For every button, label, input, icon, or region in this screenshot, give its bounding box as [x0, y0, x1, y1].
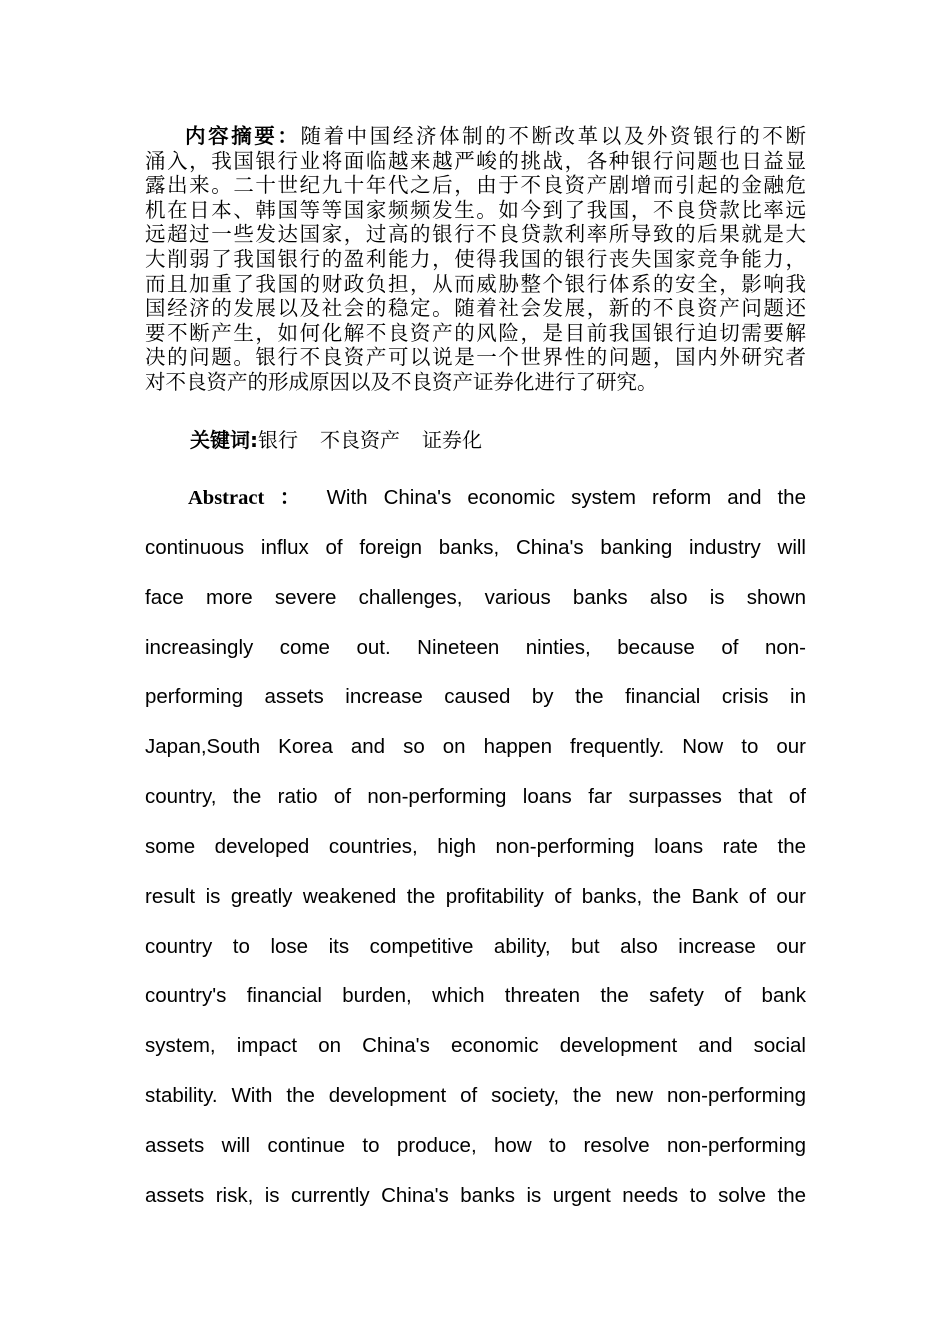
abstract-cn-line	[145, 124, 806, 149]
abstract-cn-line: 要不断产生，如何化解不良资产的风险，是目前我国银行迫切需要解	[145, 320, 806, 345]
abstract-en-line: some developed countries, high non-performing loans rate the	[145, 834, 806, 858]
keyword: 银行	[258, 428, 298, 452]
abstract-en-line: Japan,South Korea and so on happen frequently. Now to our	[145, 735, 806, 759]
abstract-cn-line: 对不良资产的形成原因以及不良资产证券化进行了研究。	[145, 369, 658, 394]
keywords	[190, 424, 482, 453]
abstract-cn-line: 涌入，我国银行业将面临越来越严峻的挑战，各种银行问题也日益显	[145, 148, 806, 173]
abstract-en-line: result is greatly weakened the profitability of banks, the Bank of our	[145, 884, 806, 908]
abstract-en-line: increasingly come out. Nineteen ninties, because of non-	[145, 635, 806, 659]
abstract-english	[145, 484, 806, 1232]
keyword: 证券化	[422, 428, 482, 452]
abstract-en-label: Abstract ：	[188, 487, 311, 509]
abstract-cn-line: 机在日本、韩国等等国家频频发生。如今到了我国，不良贷款比率远	[145, 197, 806, 222]
abstract-cn-line: 国经济的发展以及社会的稳定。随着社会发展，新的不良资产问题还	[145, 296, 806, 321]
abstract-en-line: system, impact on China's economic development and social	[145, 1034, 806, 1058]
abstract-chinese	[145, 124, 806, 395]
abstract-cn-line: 大削弱了我国银行的盈利能力，使得我国的银行丧失国家竞争能力，	[145, 246, 806, 271]
abstract-en-line: country, the ratio of non-performing loans far surpasses that of	[145, 785, 806, 809]
abstract-en-line: country to lose its competitive ability, but also increase our	[145, 934, 806, 958]
abstract-cn-label: 内容摘要：	[185, 124, 301, 148]
abstract-en-line: stability. With the development of society, the new non-performing	[145, 1084, 806, 1108]
keyword: 不良资产	[320, 428, 400, 452]
abstract-cn-line: 而且加重了我国的财政负担，从而威胁整个银行体系的安全，影响我	[145, 271, 806, 296]
abstract-en-line	[145, 484, 806, 534]
abstract-en-line: assets will continue to produce, how to resolve non-performing	[145, 1133, 806, 1157]
abstract-en-line: assets risk, is currently China's banks is urgent needs to solve the	[145, 1183, 806, 1207]
abstract-cn-text: 随着中国经济体制的不断改革以及外资银行的不断	[300, 124, 807, 148]
abstract-cn-line: 决的问题。银行不良资产可以说是一个世界性的问题，国内外研究者	[145, 345, 806, 370]
abstract-cn-line: 远超过一些发达国家，过高的银行不良贷款利率所导致的后果就是大	[145, 222, 806, 247]
abstract-en-line: face more severe challenges, various banks also is shown	[145, 585, 806, 609]
abstract-en-line: performing assets increase caused by the financial crisis in	[145, 685, 806, 709]
abstract-en-line: country's financial burden, which threaten the safety of bank	[145, 984, 806, 1008]
abstract-cn-line: 露出来。二十世纪九十年代之后，由于不良资产剧增而引起的金融危	[145, 173, 806, 198]
keywords-label: 关键词:	[190, 428, 258, 452]
abstract-en-line: continuous influx of foreign banks, China's banking industry will	[145, 535, 806, 559]
abstract-en-text: With China's economic system reform and the	[326, 486, 806, 509]
